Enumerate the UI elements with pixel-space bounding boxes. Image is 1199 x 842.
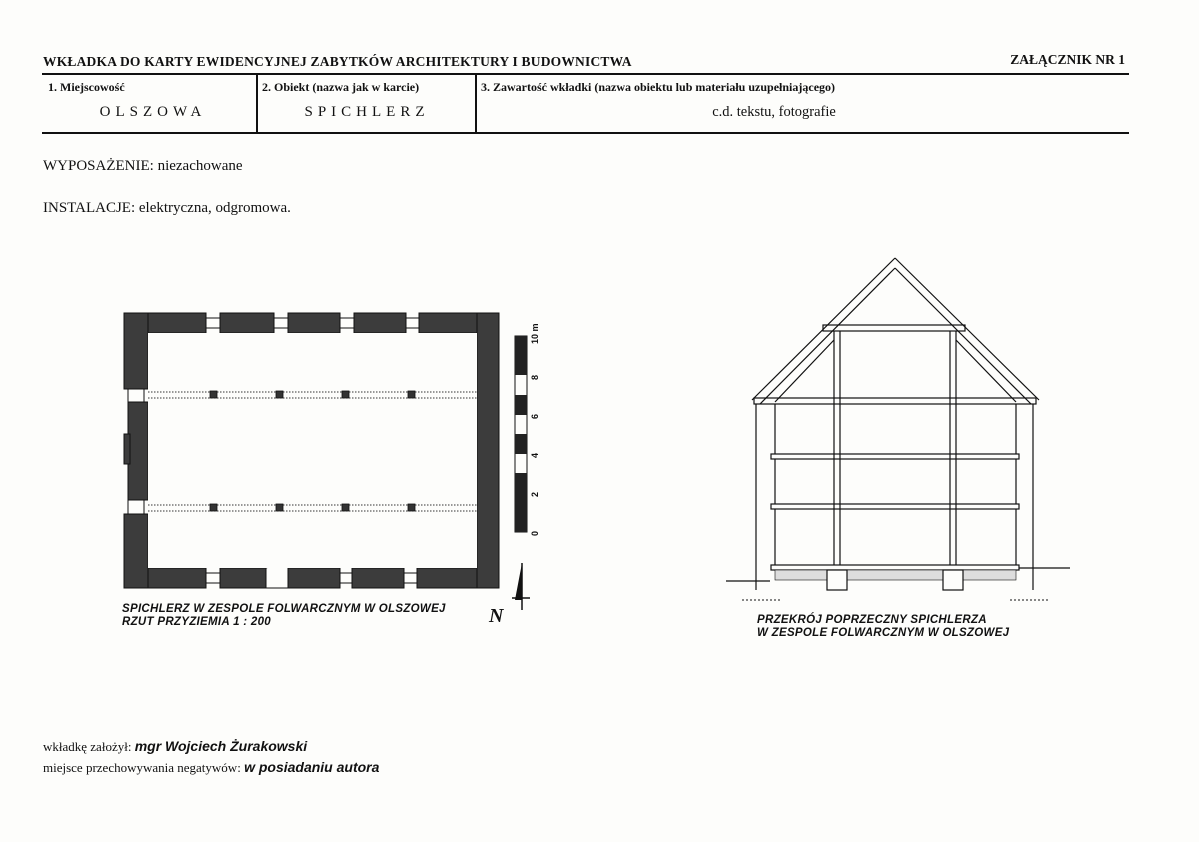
- plan-column: [210, 391, 217, 398]
- equipment-line: WYPOSAŻENIE: niezachowane: [43, 158, 243, 174]
- footer-storage: [43, 759, 379, 776]
- north-label: N: [489, 605, 504, 627]
- plan-column: [276, 504, 283, 511]
- field-value-locality: OLSZOWA: [99, 104, 207, 120]
- storage-value: w posiadaniu autora: [244, 759, 380, 775]
- section-caption-line1: PRZEKRÓJ POPRZECZNY SPICHLERZA: [757, 614, 987, 626]
- founder-label: wkładkę założył:: [43, 739, 132, 754]
- floor-plan: [124, 313, 499, 588]
- plan-caption-line1: SPICHLERZ W ZESPOLE FOLWARCZNYM W OLSZOWEJ: [122, 603, 446, 615]
- plan-wall: [288, 313, 340, 333]
- scale-bar: [515, 323, 540, 536]
- scale-label: 6: [530, 413, 540, 419]
- field-label-object: 2. Obiekt (nazwa jak w karcie): [262, 80, 420, 94]
- plan-column: [408, 391, 415, 398]
- plan-wall: [124, 434, 130, 464]
- scale-label: 4: [530, 452, 540, 458]
- plan-wall: [220, 568, 266, 588]
- plan-wall: [128, 402, 148, 500]
- section-caption-line2: W ZESPOLE FOLWARCZNYM W OLSZOWEJ: [757, 627, 1010, 639]
- scale-label: 0: [530, 530, 540, 536]
- annex-number: ZAŁĄCZNIK NR 1: [1010, 52, 1125, 67]
- plan-caption: [122, 603, 446, 629]
- plan-wall: [220, 313, 274, 333]
- plan-wall: [288, 568, 340, 588]
- scale-label: 10 m: [530, 323, 540, 344]
- plan-column: [342, 504, 349, 511]
- plan-column: [276, 391, 283, 398]
- plan-column: [210, 504, 217, 511]
- storage-label: miejsce przechowywania negatywów:: [43, 760, 241, 775]
- plan-column: [342, 391, 349, 398]
- section-caption: [757, 614, 1009, 640]
- plan-wall: [354, 313, 406, 333]
- plan-wall: [352, 568, 404, 588]
- plan-caption-line2: RZUT PRZYZIEMIA 1 : 200: [122, 616, 271, 628]
- field-value-contents: c.d. tekstu, fotografie: [712, 104, 836, 120]
- founder-name: mgr Wojciech Żurakowski: [134, 738, 308, 754]
- field-label-contents: 3. Zawartość wkładki (nazwa obiektu lub materiału uzupełniającego): [481, 80, 836, 94]
- installations-line: INSTALACJE: elektryczna, odgromowa.: [43, 200, 291, 216]
- cross-section: [726, 258, 1070, 600]
- scale-label: 8: [530, 374, 540, 380]
- plan-wall: [477, 313, 499, 588]
- document-title: WKŁADKA DO KARTY EWIDENCYJNEJ ZABYTKÓW ARCHITEKTURY I BUDOWNICTWA: [43, 54, 632, 69]
- plan-wall: [124, 313, 148, 389]
- field-label-locality: 1. Miejscowość: [48, 80, 125, 94]
- plan-wall: [124, 514, 148, 588]
- field-value-object: SPICHLERZ: [304, 104, 430, 120]
- plan-column: [408, 504, 415, 511]
- scale-label: 2: [530, 491, 540, 497]
- footer-founder: [43, 738, 307, 755]
